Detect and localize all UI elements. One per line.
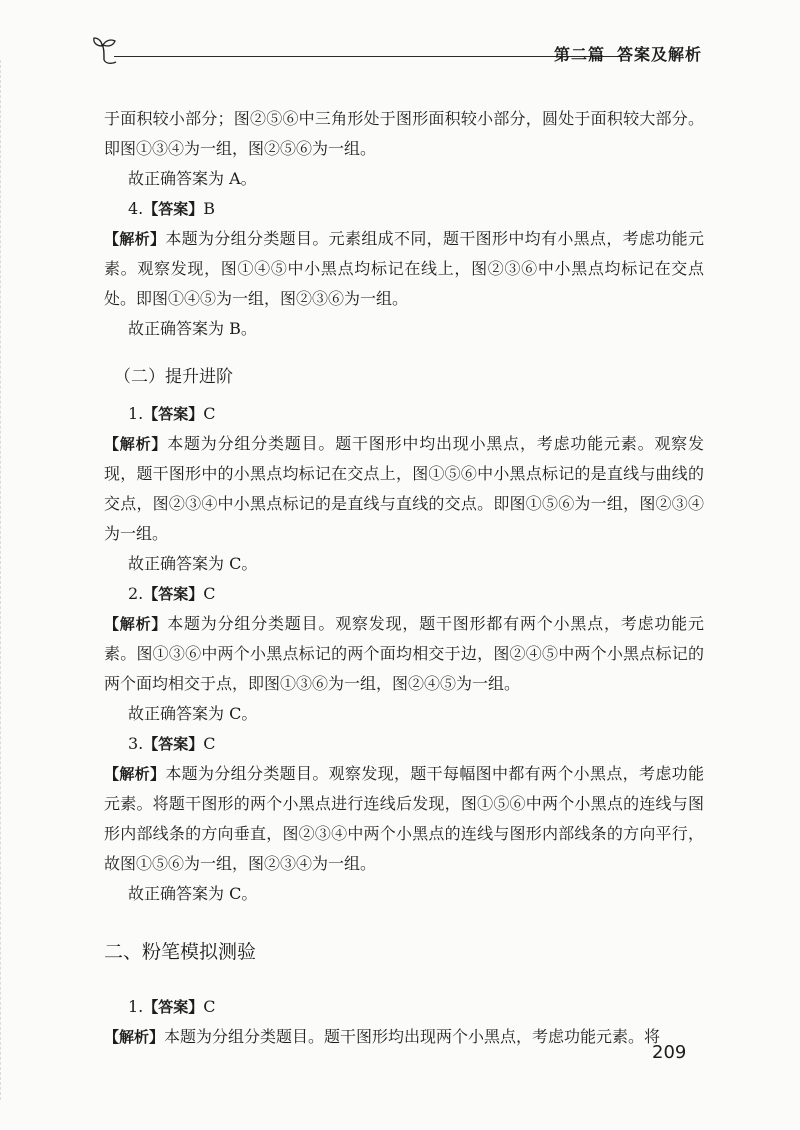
analysis-label: 【解析】 xyxy=(104,1028,165,1046)
conclusion: 故正确答案为 A。 xyxy=(128,169,257,188)
paragraph: 于面积较小部分；图②⑤⑥中三角形处于图形面积较小部分，圆处于面积较大部分。即图①③④为一组，图②⑤⑥为一组。 xyxy=(104,109,704,158)
analysis-text: 本题为分组分类题目。元素组成不同，题干图形中均有小黑点，考虑功能元素。观察发现，图①④⑤中小黑点均标记在线上，图②③⑥中小黑点均标记在交点处。即图①④⑤为一组，图②③⑥为一组。 xyxy=(104,229,704,308)
analysis-paragraph xyxy=(104,1022,704,1052)
analysis-paragraph xyxy=(104,609,704,699)
answer-line xyxy=(104,729,704,759)
question-number: 2. xyxy=(128,584,144,603)
conclusion: 故正确答案为 B。 xyxy=(128,319,257,338)
conclusion: 故正确答案为 C。 xyxy=(128,884,258,903)
analysis-label: 【解析】 xyxy=(104,230,166,248)
analysis-text: 本题为分组分类题目。观察发现，题干每幅图中都有两个小黑点，考虑功能元素。将题干图形的两个小黑点进行连线后发现，图①⑤⑥中两个小黑点的连线与图形内部线条的方向垂直，图②③④中两个小黑点的连线与图形内部线条的方向平行，故图①⑤⑥为一组，图②③④为一组。 xyxy=(104,764,704,873)
analysis-paragraph xyxy=(104,224,704,314)
answer-value: B xyxy=(203,199,216,218)
scan-edge-marks xyxy=(0,60,5,1100)
analysis-label: 【解析】 xyxy=(104,765,166,783)
answer-value: C xyxy=(203,997,216,1016)
chapter-label: 第二篇 xyxy=(553,45,605,64)
section-label: 答案及解析 xyxy=(616,45,702,64)
answer-value: C xyxy=(203,404,216,423)
answer-label: 【答案】 xyxy=(143,735,204,753)
analysis-paragraph xyxy=(104,759,704,879)
sprout-icon xyxy=(90,34,120,64)
page-body xyxy=(104,104,704,1052)
answer-line xyxy=(104,194,704,224)
page-number: 209 xyxy=(652,1042,687,1063)
analysis-label: 【解析】 xyxy=(104,435,168,453)
question-number: 3. xyxy=(128,734,144,753)
section-heading: （二）提升进阶 xyxy=(114,367,233,387)
answer-line xyxy=(104,399,704,429)
analysis-text: 本题为分组分类题目。题干图形均出现两个小黑点，考虑功能元素。将 xyxy=(164,1027,661,1046)
question-number: 1. xyxy=(128,997,144,1016)
answer-value: C xyxy=(203,584,216,603)
header-title xyxy=(542,42,702,65)
analysis-paragraph xyxy=(104,429,704,549)
part-heading: 二、粉笔模拟测验 xyxy=(104,941,257,963)
answer-value: C xyxy=(203,734,216,753)
question-number: 1. xyxy=(128,404,144,423)
answer-label: 【答案】 xyxy=(143,200,204,218)
analysis-text: 本题为分组分类题目。题干图形中均出现小黑点，考虑功能元素。观察发现，题干图形中的小黑点均标记在交点上，图①⑤⑥中小黑点标记的是直线与曲线的交点，图②③④中小黑点标记的是直线与直线的交点。即图①⑤⑥为一组，图②③④为一组。 xyxy=(104,434,704,543)
page-header xyxy=(90,26,710,74)
answer-label: 【答案】 xyxy=(143,998,204,1016)
answer-line xyxy=(104,579,704,609)
analysis-text: 本题为分组分类题目。观察发现，题干图形都有两个小黑点，考虑功能元素。图①③⑥中两个小黑点标记的两个面均相交于边，图②④⑤中两个小黑点标记的两个面均相交于点，即图①③⑥为一组，图②④⑤为一组。 xyxy=(104,614,704,693)
question-number: 4. xyxy=(128,199,144,218)
conclusion: 故正确答案为 C。 xyxy=(128,704,258,723)
answer-label: 【答案】 xyxy=(143,585,204,603)
answer-line xyxy=(104,992,704,1022)
answer-label: 【答案】 xyxy=(143,405,204,423)
analysis-label: 【解析】 xyxy=(104,615,168,633)
conclusion: 故正确答案为 C。 xyxy=(128,554,258,573)
